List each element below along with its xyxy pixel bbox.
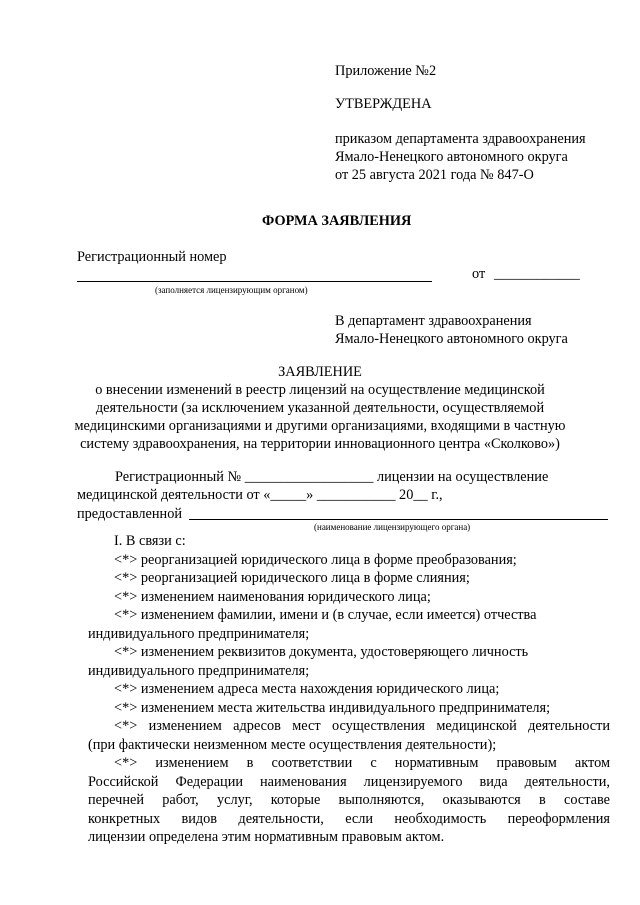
statement-subtitle-2: деятельности (за исключением указанной деятельности, осуществляемой: [95, 400, 545, 416]
statement-subtitle-4: систему здравоохранения, на территории инновационного центра «Сколково»): [80, 436, 560, 452]
order-line-2: Ямало-Ненецкого автономного округа: [335, 149, 568, 165]
registration-hint: (заполняется лицензирующим органом): [155, 285, 308, 295]
reasons-intro: I. В связи с:: [114, 533, 186, 549]
reason-item-continuation: перечней работ, услуг, которые выполняются, оказываются в составе: [88, 792, 610, 808]
reason-item: <*> изменением адреса места нахождения юридического лица;: [114, 681, 500, 697]
issued-by-field[interactable]: [189, 519, 608, 520]
reason-item: <*> изменением фамилии, имени и (в случае, если имеется) отчества: [114, 607, 537, 623]
reasons-list: [88, 532, 610, 847]
license-line-1: [115, 468, 548, 486]
license-type-label: лицензии на осуществление: [376, 469, 549, 485]
statement-subtitle-1: о внесении изменений в реестр лицензий на осуществление медицинской: [95, 382, 545, 398]
order-line-3: от 25 августа 2021 года № 847-О: [335, 167, 534, 183]
order-line-1: приказом департамента здравоохранения: [335, 131, 586, 147]
issued-by-label: предоставленной: [77, 506, 182, 522]
reason-item-continuation: конкретных видов деятельности, если необходимость переоформления: [88, 810, 610, 827]
appendix-number: Приложение №2: [335, 63, 437, 79]
reason-item-continuation: индивидуального предпринимателя;: [88, 662, 310, 679]
reason-item: <*> реорганизацией юридического лица в форме слияния;: [114, 570, 470, 586]
form-title: ФОРМА ЗАЯВЛЕНИЯ: [262, 213, 412, 229]
statement-title: ЗАЯВЛЕНИЕ: [278, 364, 362, 380]
addressee-line-2: Ямало-Ненецкого автономного округа: [335, 331, 568, 347]
reason-item: <*> изменением адресов мест осуществления медицинской деятельности: [114, 718, 610, 734]
statement-subtitle-3: медицинскими организациями и другими организациями, входящими в частную: [74, 418, 566, 434]
registration-number-label: Регистрационный номер: [77, 249, 227, 265]
approved-label: УТВЕРЖДЕНА: [335, 96, 432, 112]
reason-item: <*> изменением реквизитов документа, удостоверяющего личность: [114, 644, 529, 660]
reason-item: <*> изменением места жительства индивидуального предпринимателя;: [114, 699, 551, 716]
reason-item: <*> изменением в соответствии с нормативным правовым актом: [114, 755, 610, 771]
license-number-label: Регистрационный №: [115, 469, 242, 485]
registration-number-field[interactable]: [77, 281, 432, 282]
reason-item-continuation: (при фактически неизменном месте осуществления деятельности);: [88, 736, 497, 753]
reason-item-continuation: индивидуального предпринимателя;: [88, 625, 310, 642]
reason-item-continuation: Российской Федерации наименования лицензируемого вида деятельности,: [88, 773, 610, 790]
reason-item: <*> реорганизацией юридического лица в форме преобразования;: [114, 551, 517, 568]
reason-item-continuation: лицензии определена этим нормативным правовым актом.: [88, 829, 445, 845]
license-line-2: медицинской деятельности от «_____» ___________ 20__ г.,: [77, 487, 443, 503]
issued-by-hint: (наименование лицензирующего органа): [314, 522, 471, 532]
license-number-field[interactable]: __________________: [244, 469, 374, 485]
registration-date-field[interactable]: ____________: [494, 266, 580, 282]
addressee-line-1: В департамент здравоохранения: [335, 313, 532, 329]
registration-date-label: от: [472, 266, 486, 282]
reason-item: <*> изменением наименования юридического лица;: [114, 588, 431, 605]
